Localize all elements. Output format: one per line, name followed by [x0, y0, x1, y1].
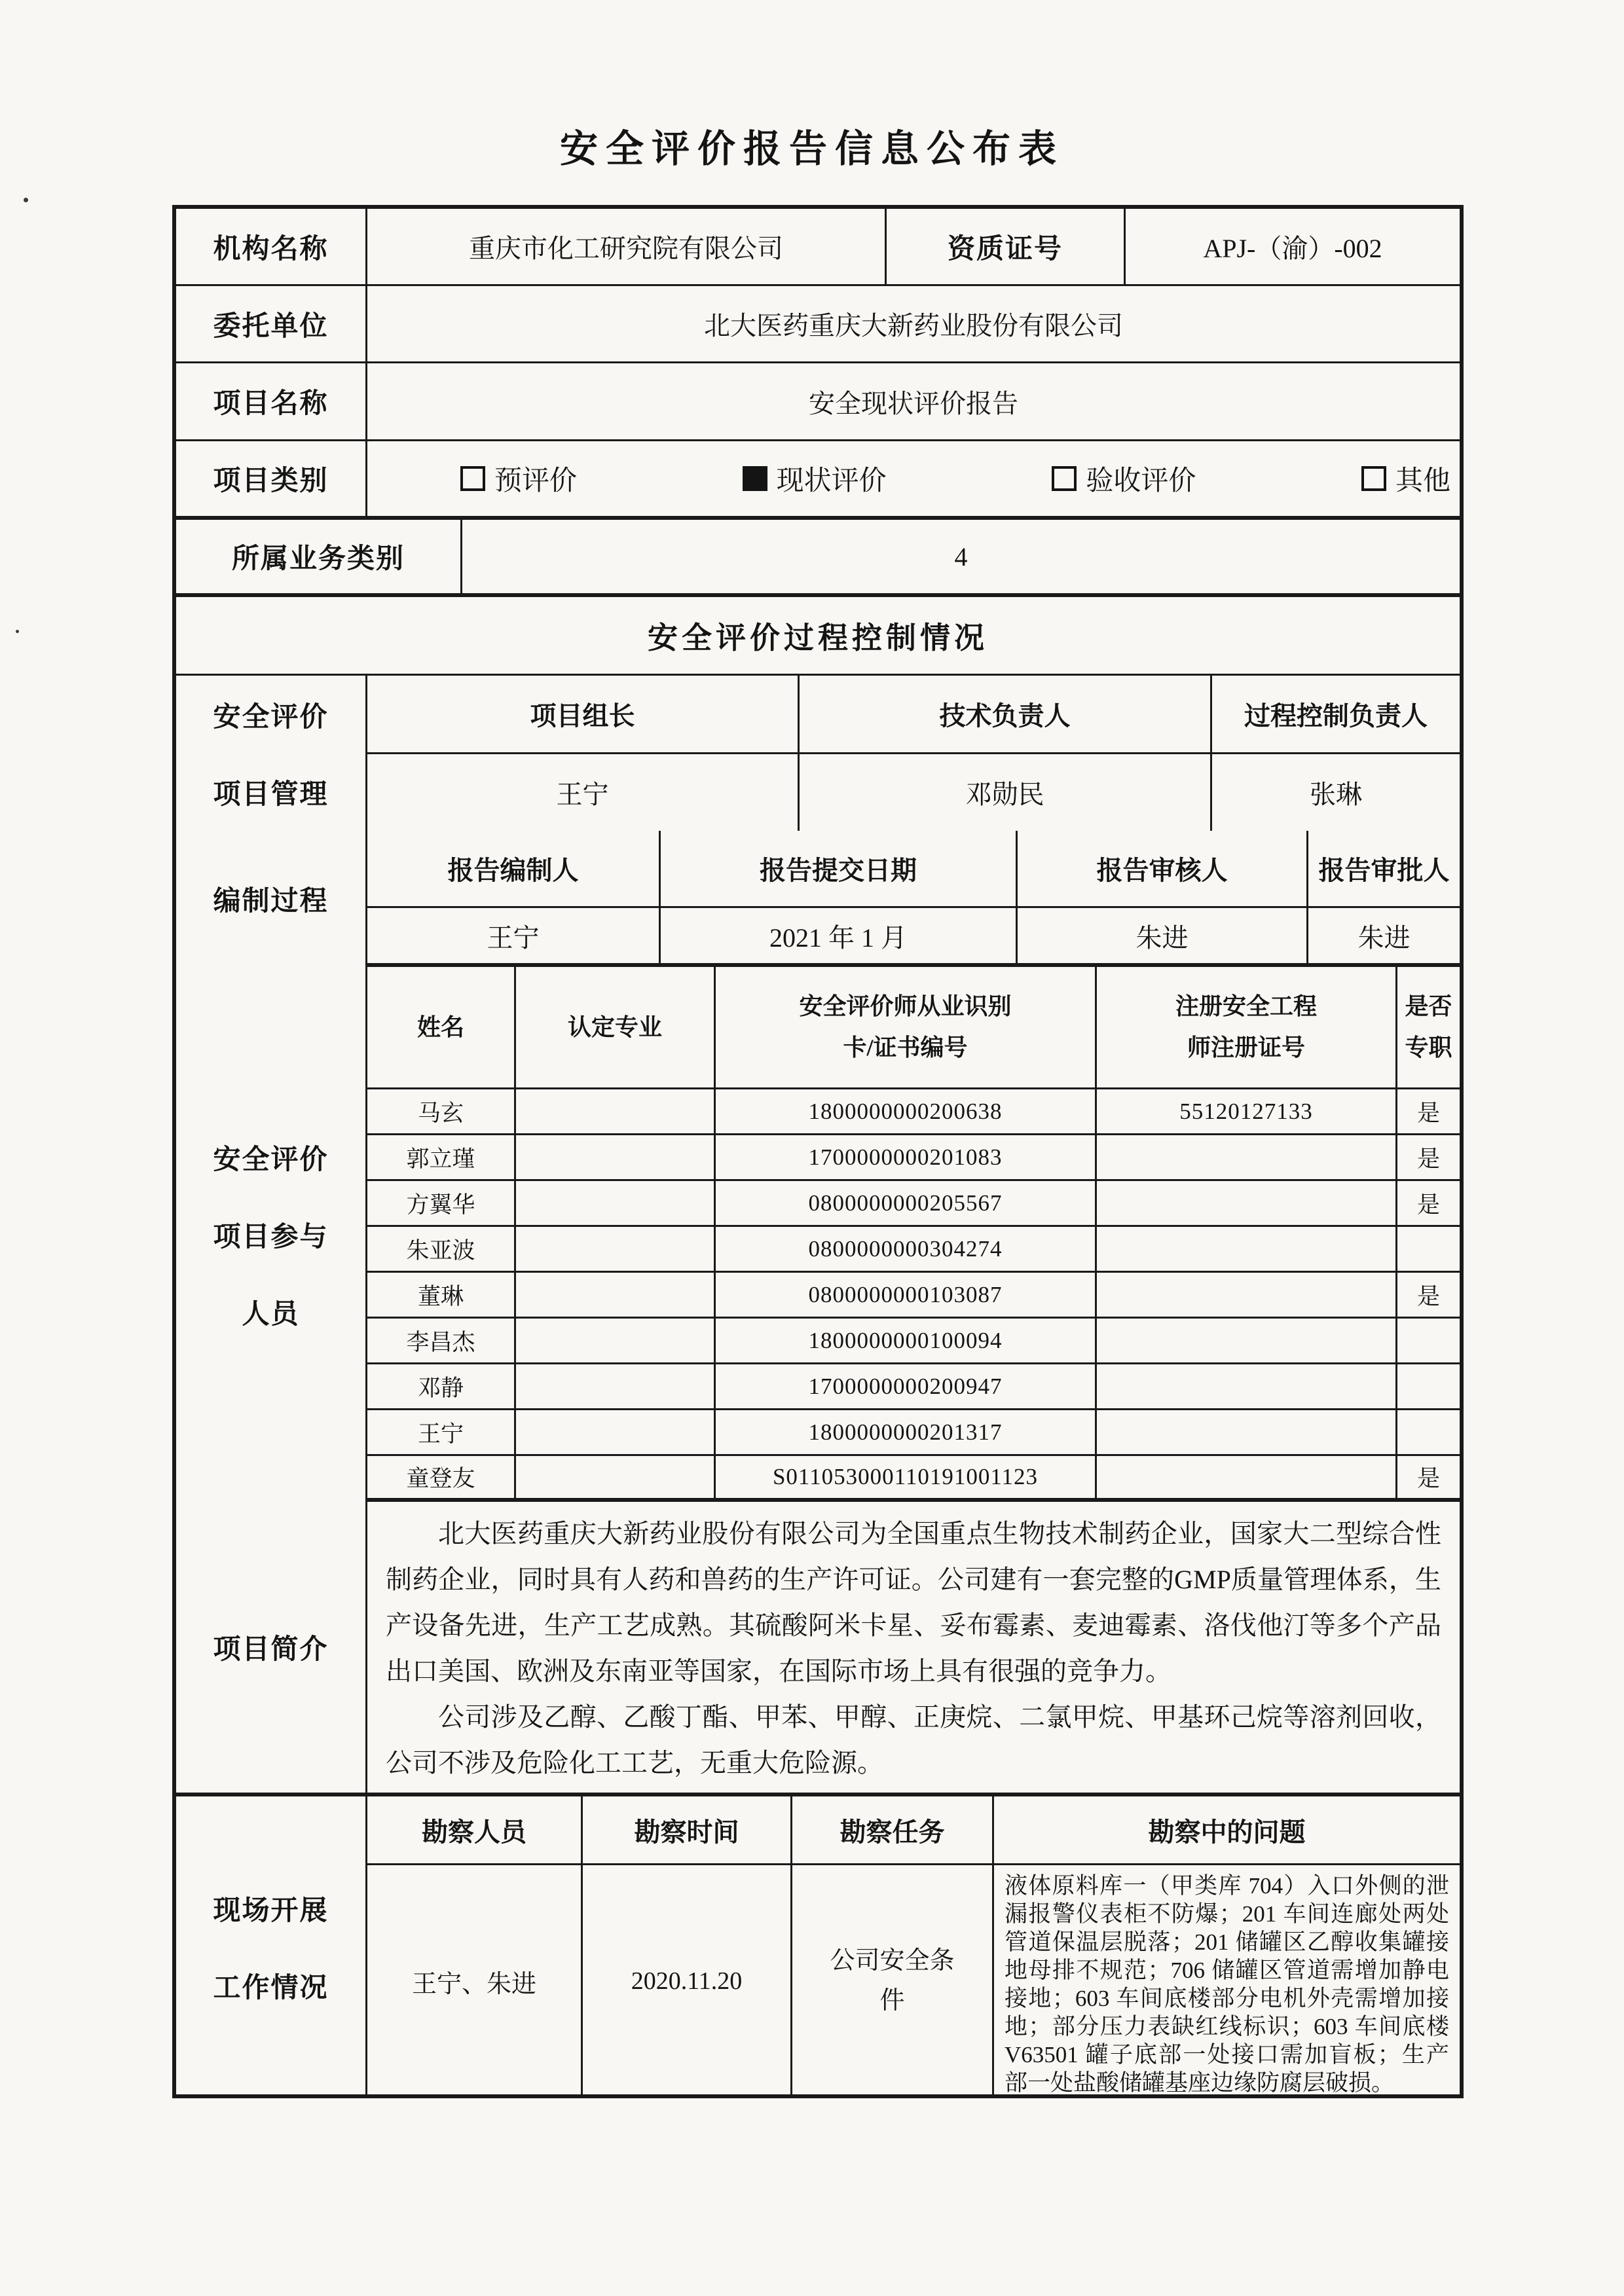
process-control-lead-header: 过程控制负责人: [1244, 701, 1428, 731]
participant-major: [516, 1273, 716, 1317]
surveyors-header: 勘察人员: [367, 1796, 583, 1863]
participant-cert-no: 0800000000205567: [716, 1181, 1097, 1225]
participant-cert-no: 1700000000200947: [716, 1364, 1097, 1408]
participant-fulltime: 是: [1416, 1192, 1440, 1218]
participant-reg-no: [1097, 1410, 1397, 1454]
technical-lead-value: 邓勋民: [800, 754, 1212, 831]
client-value: 北大医药重庆大新药业股份有限公司: [704, 311, 1123, 340]
report-approver-value: 朱进: [1357, 922, 1411, 953]
participant-name: 方翼华: [367, 1181, 516, 1225]
surveyors-value: 王宁、朱进: [367, 1865, 583, 2097]
header-line: 是否: [1405, 993, 1452, 1019]
row-project-name: [176, 363, 1460, 441]
compilation-process-body: [367, 831, 1460, 967]
participant-name: 郭立瑾: [367, 1135, 516, 1179]
participant-reg-no: [1097, 1456, 1397, 1498]
survey-task-header: 勘察任务: [792, 1796, 994, 1863]
participant-row: [367, 1410, 1460, 1456]
compile-header-row: [367, 831, 1460, 908]
survey-task-value: 公司安全条件: [792, 1865, 994, 2097]
participant-fulltime: 是: [1416, 1146, 1440, 1172]
project-management-body: [367, 676, 1460, 831]
participant-fulltime: [1397, 1319, 1460, 1362]
compile-values-row: [367, 908, 1460, 967]
report-date-header: 报告提交日期: [661, 831, 1018, 906]
checkbox-unchecked-icon: [1361, 466, 1386, 491]
participant-row: [367, 1181, 1460, 1227]
participant-major: [516, 1456, 716, 1498]
site-header-row: [367, 1796, 1460, 1865]
option-label: 验收评价: [1086, 466, 1196, 496]
intro-paragraph: 公司涉及乙醇、乙酸丁酯、甲苯、甲醇、正庚烷、二氯甲烷、甲基环己烷等溶剂回收，公司不涉及危险化工工艺，无重大危险源。: [386, 1702, 1441, 1777]
participant-major: [516, 1319, 716, 1362]
scan-speck: [24, 198, 28, 202]
org-name-value: 重庆市化工研究院有限公司: [367, 209, 887, 284]
participant-name: 李昌杰: [367, 1319, 516, 1362]
participant-major: [516, 1181, 716, 1225]
participant-major: [516, 1089, 716, 1133]
project-management-label: [176, 676, 367, 831]
participant-major: [516, 1135, 716, 1179]
process-control-lead-value: 张琳: [1310, 780, 1362, 809]
participant-name: 董琳: [367, 1273, 516, 1317]
survey-problems-value: 液体原料库一（甲类库 704）入口外侧的泄漏报警仪表柜不防爆；201 车间连廊处两处管道保温层脱落；201 储罐区乙醇收集罐接地母排不规范；706 储罐区管道需增加静电接地；603 车间底楼部分电机外壳需增加接地；部分压力表缺红线标识；603 车间底楼 V63501 罐子底部一处接口需加盲板；生产部一处盐酸储罐基座边缘防腐层破损。: [1005, 1873, 1449, 2096]
participant-name: 童登友: [367, 1456, 516, 1498]
participant-cert-no: 0800000000304274: [716, 1227, 1097, 1271]
scan-speck: [16, 630, 19, 633]
participant-reg-no: [1097, 1181, 1397, 1225]
participant-row: [367, 1319, 1460, 1364]
participants-label: [176, 967, 367, 1502]
evaluator-cert-header: [716, 967, 1097, 1087]
intro-paragraph: 北大医药重庆大新药业股份有限公司为全国重点生物技术制药企业，国家大二型综合性制药企业，同时具有人药和兽药的生产许可证。公司建有一套完整的GMP质量管理体系，生产设备先进，生产工艺成熟。其硫酸阿米卡星、妥布霉素、麦迪霉素、洛伐他汀等多个产品出口美国、欧洲及东南亚等国家，在国际市场上具有很强的竞争力。: [386, 1519, 1441, 1686]
participant-cert-no: 1700000000201083: [716, 1135, 1097, 1179]
label-line: 工作情况: [213, 1973, 329, 2003]
project-leader-header: 项目组长: [367, 676, 800, 752]
technical-lead-header: 技术负责人: [800, 676, 1212, 752]
label-line: 人员: [242, 1299, 300, 1330]
participant-row: [367, 1227, 1460, 1273]
option-label: 现状评价: [776, 466, 887, 496]
participant-fulltime: [1397, 1410, 1460, 1454]
participant-name: 马玄: [367, 1089, 516, 1133]
option-label: 预评价: [494, 466, 578, 496]
row-organization: [176, 209, 1460, 286]
project-leader-value: 王宁: [367, 754, 800, 831]
participant-cert-no: 0800000000103087: [716, 1273, 1097, 1317]
checkbox-checked-icon: [743, 466, 767, 491]
row-client: [176, 286, 1460, 363]
report-reviewer-header: 报告审核人: [1018, 831, 1308, 906]
section-participants: [176, 967, 1460, 1502]
project-type-options: [367, 441, 1460, 516]
row-business-category: [176, 520, 1460, 597]
header-line: 卡/证书编号: [843, 1034, 968, 1061]
compilation-process-label: [176, 831, 367, 967]
process-control-section-title: 安全评价过程控制情况: [648, 621, 988, 655]
participant-fulltime: 是: [1416, 1100, 1440, 1126]
participant-reg-no: [1097, 1319, 1397, 1362]
header-line: 安全评价师从业识别: [799, 993, 1012, 1019]
label-line: 编制过程: [213, 886, 329, 917]
participant-reg-no: [1097, 1273, 1397, 1317]
report-author-value: 王宁: [367, 908, 661, 963]
report-date-value: 2021 年 1 月: [661, 908, 1018, 963]
participant-reg-no: [1097, 1135, 1397, 1179]
participant-row: [367, 1364, 1460, 1410]
label-line: 项目参与: [213, 1222, 329, 1252]
info-publication-table: [172, 205, 1464, 2098]
license-no-label: 资质证号: [887, 209, 1126, 284]
participant-cert-no: 1800000000100094: [716, 1319, 1097, 1362]
report-reviewer-value: 朱进: [1018, 908, 1308, 963]
label-line: 项目管理: [213, 779, 329, 810]
header-line: 专职: [1405, 1034, 1452, 1061]
participant-reg-no: [1097, 1227, 1397, 1271]
participant-major: [516, 1364, 716, 1408]
participant-row: [367, 1089, 1460, 1135]
project-introduction-label: 项目简介: [176, 1502, 367, 1793]
report-author-header: 报告编制人: [367, 831, 661, 906]
header-line: 注册安全工程: [1175, 993, 1317, 1019]
option-status-evaluation: [743, 459, 887, 498]
participant-name: 邓静: [367, 1364, 516, 1408]
project-type-label: 项目类别: [176, 441, 367, 516]
site-work-body: [367, 1796, 1460, 2097]
participant-row: [367, 1273, 1460, 1319]
section-compilation-process: [176, 831, 1460, 967]
label-line: 安全评价: [213, 702, 329, 733]
participant-cert-no: S011053000110191001123: [716, 1456, 1097, 1498]
survey-time-value: 2020.11.20: [583, 1865, 792, 2097]
project-name-value: 安全现状评价报告: [809, 388, 1018, 418]
header-line: 师注册证号: [1187, 1034, 1305, 1061]
participant-name: 朱亚波: [367, 1227, 516, 1271]
label-line: 现场开展: [213, 1895, 329, 1926]
option-other: [1361, 459, 1450, 498]
fulltime-header: [1397, 967, 1460, 1087]
business-category-label: 所属业务类别: [176, 520, 462, 593]
participant-reg-no: 55120127133: [1097, 1089, 1397, 1133]
participant-cert-no: 1800000000201317: [716, 1410, 1097, 1454]
row-section-title: [176, 597, 1460, 676]
row-project-introduction: [176, 1502, 1460, 1796]
participant-fulltime: 是: [1416, 1466, 1440, 1491]
participants-header-row: [367, 967, 1460, 1089]
major-header: 认定专业: [516, 967, 716, 1087]
participant-reg-no: [1097, 1364, 1397, 1408]
section-site-work: [176, 1796, 1460, 2097]
section-project-management: [176, 676, 1460, 831]
license-no-value: APJ-（渝）-002: [1203, 234, 1382, 263]
site-work-label: [176, 1796, 367, 2097]
checkbox-unchecked-icon: [460, 466, 485, 491]
report-approver-header: 报告审批人: [1318, 856, 1450, 885]
site-values-row: [367, 1865, 1460, 2097]
participant-name: 王宁: [367, 1410, 516, 1454]
participant-cert-no: 1800000000200638: [716, 1089, 1097, 1133]
mgmt-values-row: [367, 754, 1460, 831]
registered-engineer-header: [1097, 967, 1397, 1087]
participant-row: [367, 1135, 1460, 1181]
label-line: 安全评价: [213, 1144, 329, 1175]
org-name-label: 机构名称: [176, 209, 367, 284]
project-introduction-text: [367, 1502, 1460, 1793]
option-label: 其他: [1395, 466, 1450, 496]
option-pre-evaluation: [460, 459, 577, 498]
name-header: 姓名: [367, 967, 516, 1087]
business-category-value: 4: [954, 541, 968, 572]
mgmt-header-row: [367, 676, 1460, 754]
participant-fulltime: 是: [1416, 1283, 1440, 1309]
participants-body: [367, 967, 1460, 1502]
row-project-type: [176, 441, 1460, 520]
participant-major: [516, 1227, 716, 1271]
survey-time-header: 勘察时间: [583, 1796, 792, 1863]
checkbox-unchecked-icon: [1052, 466, 1077, 491]
participant-row: [367, 1456, 1460, 1502]
participant-fulltime: [1397, 1227, 1460, 1271]
participant-major: [516, 1410, 716, 1454]
project-name-label: 项目名称: [176, 363, 367, 439]
client-label: 委托单位: [176, 286, 367, 361]
option-acceptance-evaluation: [1052, 459, 1196, 498]
participant-fulltime: [1397, 1364, 1460, 1408]
page-title: 安全评价报告信息公布表: [559, 128, 1064, 170]
survey-problems-header: 勘察中的问题: [1148, 1817, 1306, 1847]
